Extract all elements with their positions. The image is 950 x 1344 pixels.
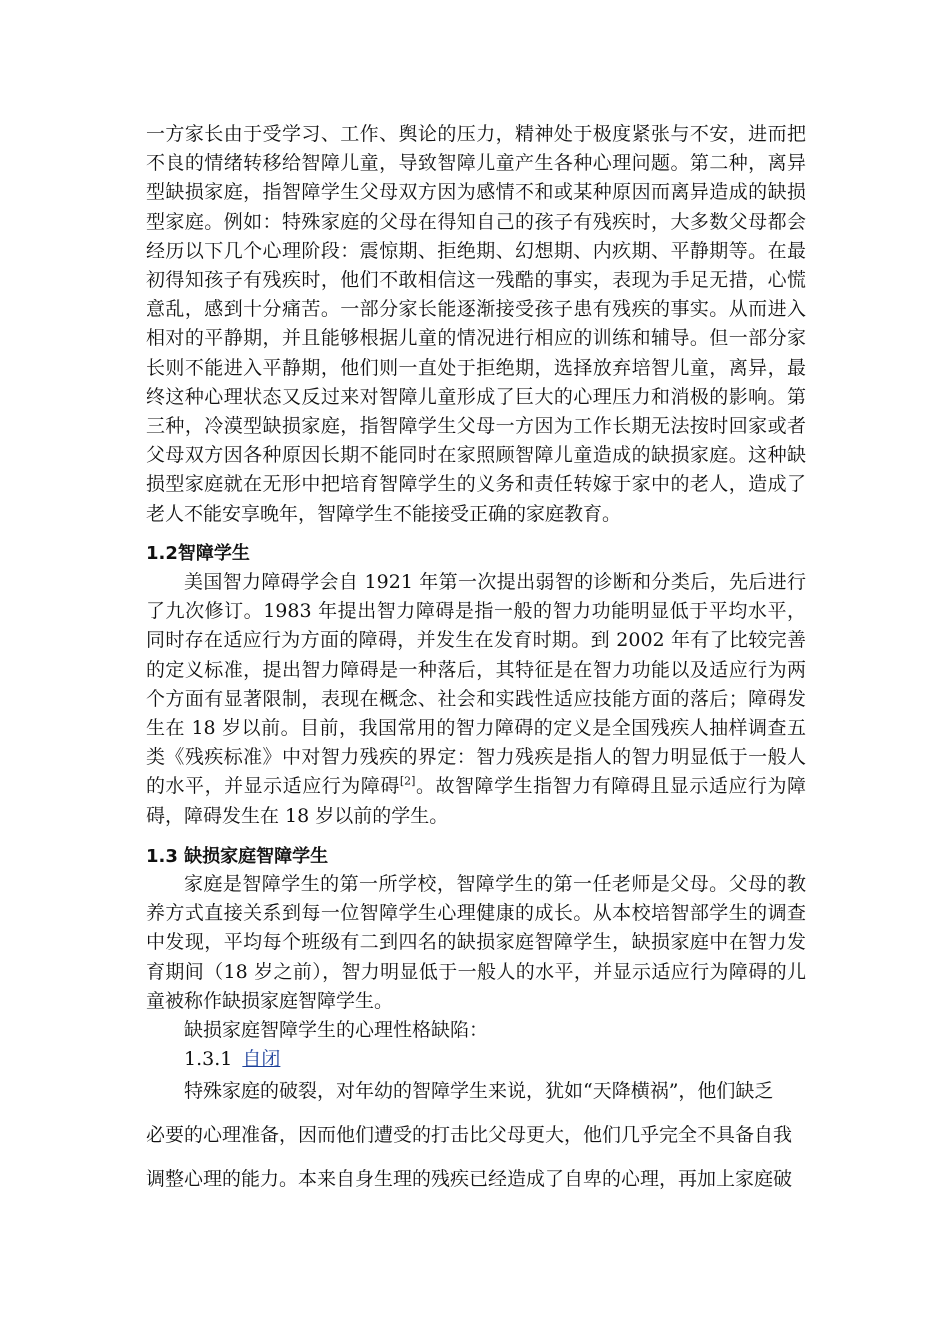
paragraph-1-2-text-b: 。故智障学生指智力有障碍且显示适应行为障碍，障碍发生在 18 岁以前的学生。: [146, 775, 806, 827]
citation-ref-2[interactable]: [2]: [399, 775, 416, 789]
paragraph-defects-intro: 缺损家庭智障学生的心理性格缺陷：: [184, 1019, 489, 1041]
subsection-title-link[interactable]: 自闭: [242, 1048, 281, 1070]
paragraph-1-3: 家庭是智障学生的第一所学校，智障学生的第一任老师是父母。父母的教养方式直接关系到每一位智障学生心理健康的成长。从本校培智部学生的调查中发现，平均每个班级有二到四名的缺损家庭智障学生，缺损家庭中在智力发育期间（18 岁之前），智力明显低于一般人的水平，并显示适应行为障碍的儿童被称作缺损家庭智障学生。: [146, 873, 806, 1012]
paragraph-1-3-1-line-2: 必要的心理准备，因而他们遭受的打击比父母更大，他们几乎完全不具备自我: [146, 1124, 793, 1146]
subsection-number: 1.3.1: [184, 1048, 233, 1070]
paragraph-1-2: [146, 568, 806, 831]
paragraph-1-2-text-a: 美国智力障碍学会自 1921 年第一次提出弱智的诊断和分类后，先后进行了九次修订。1983 年提出智力障碍是指一般的智力功能明显低于平均水平，同时存在适应行为方面的障碍，并发生在发育时期。到 2002 年有了比较完善的定义标准，提出智力障碍是一种落后，其特征是在智力功能以及适应行为两个方面有显著限制，表现在概念、社会和实践性适应技能方面的落后；障碍发生在 18 岁以前。目前，我国常用的智力障碍的定义是全国残疾人抽样调查五类《残疾标准》中对智力残疾的界定：智力残疾是指人的智力明显低于一般人的水平，并显示适应行为障碍: [146, 571, 806, 798]
paragraph-1-3-1-line-3: 调整心理的能力。本来自身生理的残疾已经造成了自卑的心理，再加上家庭破: [146, 1168, 793, 1190]
paragraph-intro: 一方家长由于受学习、工作、舆论的压力，精神处于极度紧张与不安，进而把不良的情绪转移给智障儿童，导致智障儿童产生各种心理问题。第二种，离异型缺损家庭，指智障学生父母双方因为感情不和或某种原因而离异造成的缺损型家庭。例如：特殊家庭的父母在得知自己的孩子有残疾时，大多数父母都会经历以下几个心理阶段：震惊期、拒绝期、幻想期、内疚期、平静期等。在最初得知孩子有残疾时，他们不敢相信这一残酷的事实，表现为手足无措，心慌意乱，感到十分痛苦。一部分家长能逐渐接受孩子患有残疾的事实。从而进入相对的平静期，并且能够根据儿童的情况进行相应的训练和辅导。但一部分家长则不能进入平静期，他们则一直处于拒绝期，选择放弃培智儿童，离异，最终这种心理状态又反过来对智障儿童形成了巨大的心理压力和消极的影响。第三种，冷漠型缺损家庭，指智障学生父母一方因为工作长期无法按时回家或者父母双方因各种原因长期不能同时在家照顾智障儿童造成的缺损家庭。这种缺损型家庭就在无形中把培育智障学生的义务和责任转嫁于家中的老人，造成了老人不能安享晚年，智障学生不能接受正确的家庭教育。: [146, 123, 806, 525]
subsection-heading-1-3-1: [146, 1045, 806, 1074]
section-heading-1-2: 1.2智障学生: [146, 543, 250, 564]
section-heading-1-3: 1.3 缺损家庭智障学生: [146, 846, 329, 867]
paragraph-1-3-1-line-1: 特殊家庭的破裂，对年幼的智障学生来说，犹如“天降横祸”，他们缺乏: [184, 1080, 774, 1102]
